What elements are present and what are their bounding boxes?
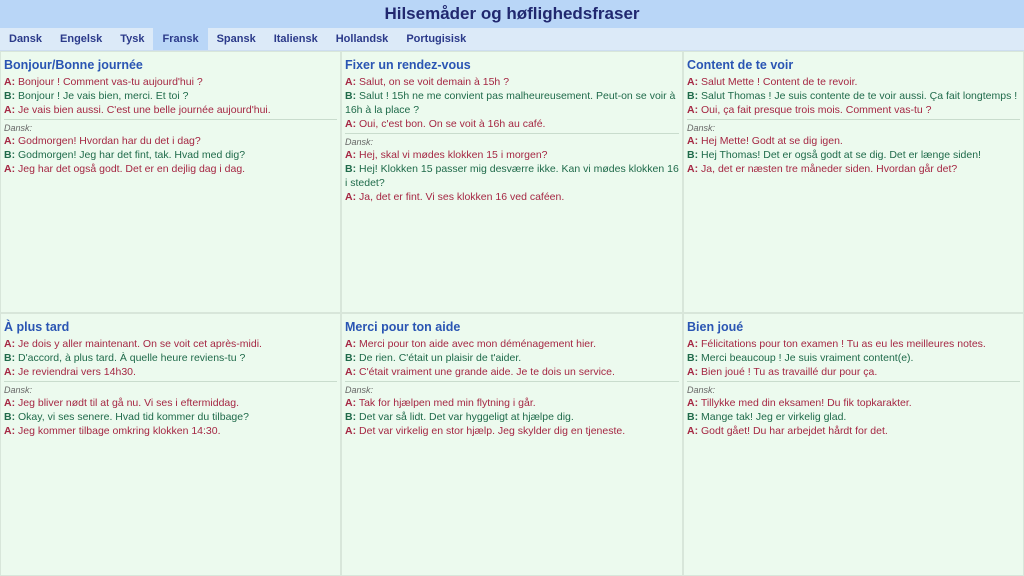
translation-line xyxy=(345,410,679,424)
card-title: Fixer un rendez-vous xyxy=(345,58,471,72)
dialogue-line xyxy=(345,117,679,131)
card-title: Content de te voir xyxy=(687,58,794,72)
dialogue-card xyxy=(683,313,1024,576)
speaker-label: B: xyxy=(4,149,16,161)
line-text: Je reviendrai vers 14h30. xyxy=(18,366,136,378)
dialogue-line xyxy=(687,89,1020,103)
line-text: De rien. C'était un plaisir de t'aider. xyxy=(359,352,522,364)
line-text: Salut Mette ! Content de te revoir. xyxy=(701,76,858,88)
line-text: Bien joué ! Tu as travaillé dur pour ça. xyxy=(701,366,878,378)
dialogue-line xyxy=(687,75,1020,89)
translation-line xyxy=(4,396,337,410)
line-text: Godmorgen! Hvordan har du det i dag? xyxy=(18,135,201,147)
translation-line xyxy=(345,162,679,190)
speaker-label: A: xyxy=(345,191,357,203)
translation-line xyxy=(687,410,1020,424)
tab-italiensk[interactable]: Italiensk xyxy=(273,33,318,45)
dialogue-card xyxy=(0,313,341,576)
translation-line xyxy=(687,424,1020,438)
speaker-label: A: xyxy=(345,118,357,130)
speaker-label: A: xyxy=(4,338,16,350)
line-text: Oui, c'est bon. On se voit à 16h au café. xyxy=(359,118,546,130)
line-text: Ja, det er næsten tre måneder siden. Hvordan går det? xyxy=(701,163,958,175)
dialogue-line xyxy=(4,351,337,365)
dialogue-card xyxy=(0,51,341,313)
line-text: Jeg bliver nødt til at gå nu. Vi ses i eftermiddag. xyxy=(18,397,240,409)
translation-line xyxy=(4,410,337,424)
dialogue-line xyxy=(4,89,337,103)
dialogue-line xyxy=(4,75,337,89)
translation-line xyxy=(687,148,1020,162)
line-text: Je vais bien aussi. C'est une belle journée aujourd'hui. xyxy=(18,104,271,116)
line-text: Salut ! 15h ne me convient pas malheureusement. Peut-on se voir à 16h à la place ? xyxy=(345,90,676,116)
speaker-label: A: xyxy=(345,397,357,409)
speaker-label: B: xyxy=(687,352,699,364)
translation-line xyxy=(4,148,337,162)
line-text: Hej Mette! Godt at se dig igen. xyxy=(701,135,843,147)
speaker-label: A: xyxy=(345,149,357,161)
tab-engelsk[interactable]: Engelsk xyxy=(60,33,103,45)
speaker-label: A: xyxy=(687,76,699,88)
line-text: Mange tak! Jeg er virkelig glad. xyxy=(701,411,847,423)
speaker-label: B: xyxy=(345,411,357,423)
divider xyxy=(4,381,337,382)
dialogue-line xyxy=(687,351,1020,365)
translation-line xyxy=(4,134,337,148)
speaker-label: A: xyxy=(4,104,16,116)
dialogue-line xyxy=(345,75,679,89)
speaker-label: B: xyxy=(4,352,16,364)
tab-portugisisk[interactable]: Portugisisk xyxy=(406,33,467,45)
line-text: Godt gået! Du har arbejdet hårdt for det. xyxy=(701,425,888,437)
speaker-label: B: xyxy=(687,149,699,161)
speaker-label: A: xyxy=(687,104,699,116)
dialogue-line xyxy=(345,351,679,365)
card-title: Bonjour/Bonne journée xyxy=(4,58,143,72)
speaker-label: A: xyxy=(345,425,357,437)
divider xyxy=(687,381,1020,382)
line-text: Godmorgen! Jeg har det fint, tak. Hvad med dig? xyxy=(18,149,246,161)
speaker-label: B: xyxy=(345,163,357,175)
speaker-label: A: xyxy=(4,425,16,437)
divider xyxy=(345,133,679,134)
translation-line xyxy=(4,162,337,176)
line-text: Jeg kommer tilbage omkring klokken 14:30. xyxy=(18,425,221,437)
divider xyxy=(4,119,337,120)
line-text: Je dois y aller maintenant. On se voit cet après-midi. xyxy=(18,338,262,350)
line-text: Merci beaucoup ! Je suis vraiment content(e). xyxy=(701,352,914,364)
dialogue-card xyxy=(341,313,683,576)
dialogue-line xyxy=(4,103,337,117)
speaker-label: A: xyxy=(4,163,16,175)
tab-dansk[interactable]: Dansk xyxy=(9,33,43,45)
line-text: Bonjour ! Comment vas-tu aujourd'hui ? xyxy=(18,76,203,88)
line-text: Tak for hjælpen med min flytning i går. xyxy=(358,397,536,409)
speaker-label: B: xyxy=(687,411,699,423)
translation-label: Dansk: xyxy=(345,137,374,147)
translation-line xyxy=(687,162,1020,176)
tab-tysk[interactable]: Tysk xyxy=(120,33,145,45)
translation-label: Dansk: xyxy=(4,385,33,395)
tab-spansk[interactable]: Spansk xyxy=(216,33,256,45)
line-text: Salut, on se voit demain à 15h ? xyxy=(359,76,510,88)
line-text: Det var virkelig en stor hjælp. Jeg skylder dig en tjeneste. xyxy=(359,425,626,437)
app-title: Hilsemåder og høflighedsfraser xyxy=(0,0,1024,28)
dialogue-line xyxy=(345,337,679,351)
translation-line xyxy=(687,134,1020,148)
line-text: Félicitations pour ton examen ! Tu as eu les meilleures notes. xyxy=(701,338,986,350)
speaker-label: A: xyxy=(687,366,699,378)
speaker-label: A: xyxy=(687,135,699,147)
dialogue-line xyxy=(687,103,1020,117)
dialogue-line xyxy=(687,365,1020,379)
translation-line xyxy=(345,148,679,162)
line-text: Ja, det er fint. Vi ses klokken 16 ved caféen. xyxy=(359,191,565,203)
speaker-label: B: xyxy=(4,411,16,423)
card-title: Bien joué xyxy=(687,320,744,334)
speaker-label: B: xyxy=(345,352,357,364)
line-text: C'était vraiment une grande aide. Je te dois un service. xyxy=(359,366,615,378)
divider xyxy=(345,381,679,382)
speaker-label: A: xyxy=(345,76,357,88)
language-tabs xyxy=(0,28,1024,51)
dialogue-line xyxy=(4,337,337,351)
line-text: Merci pour ton aide avec mon déménagement hier. xyxy=(359,338,596,350)
speaker-label: A: xyxy=(4,366,16,378)
speaker-label: A: xyxy=(345,338,357,350)
speaker-label: B: xyxy=(687,90,699,102)
tab-hollandsk[interactable]: Hollandsk xyxy=(335,33,389,45)
translation-line xyxy=(4,424,337,438)
speaker-label: A: xyxy=(4,397,16,409)
divider xyxy=(687,119,1020,120)
dialogue-grid xyxy=(0,51,1024,576)
line-text: Oui, ça fait presque trois mois. Comment vas-tu ? xyxy=(701,104,932,116)
speaker-label: A: xyxy=(4,135,16,147)
translation-line xyxy=(687,396,1020,410)
translation-line xyxy=(345,190,679,204)
speaker-label: A: xyxy=(345,366,357,378)
speaker-label: A: xyxy=(687,425,699,437)
card-title: À plus tard xyxy=(4,320,70,334)
tab-fransk[interactable]: Fransk xyxy=(153,28,207,50)
line-text: Bonjour ! Je vais bien, merci. Et toi ? xyxy=(18,90,189,102)
line-text: Hej, skal vi mødes klokken 15 i morgen? xyxy=(359,149,548,161)
speaker-label: B: xyxy=(345,90,357,102)
dialogue-card xyxy=(341,51,683,313)
translation-label: Dansk: xyxy=(687,123,716,133)
dialogue-line xyxy=(687,337,1020,351)
speaker-label: A: xyxy=(687,163,699,175)
line-text: Det var så lidt. Det var hyggeligt at hjælpe dig. xyxy=(359,411,574,423)
dialogue-card xyxy=(683,51,1024,313)
line-text: Hej Thomas! Det er også godt at se dig. Det er længe siden! xyxy=(701,149,981,161)
translation-line xyxy=(345,424,679,438)
speaker-label: B: xyxy=(4,90,16,102)
translation-label: Dansk: xyxy=(4,123,33,133)
line-text: Hej! Klokken 15 passer mig desværre ikke. Kan vi mødes klokken 16 i stedet? xyxy=(345,163,679,189)
speaker-label: A: xyxy=(687,338,699,350)
translation-line xyxy=(345,396,679,410)
translation-label: Dansk: xyxy=(345,385,374,395)
line-text: Jeg har det også godt. Det er en dejlig dag i dag. xyxy=(18,163,246,175)
line-text: D'accord, à plus tard. À quelle heure reviens-tu ? xyxy=(18,352,246,364)
dialogue-line xyxy=(345,365,679,379)
translation-label: Dansk: xyxy=(687,385,716,395)
line-text: Tillykke med din eksamen! Du fik topkarakter. xyxy=(700,397,912,409)
card-title: Merci pour ton aide xyxy=(345,320,461,334)
dialogue-line xyxy=(4,365,337,379)
line-text: Okay, vi ses senere. Hvad tid kommer du tilbage? xyxy=(18,411,249,423)
speaker-label: A: xyxy=(687,397,699,409)
speaker-label: A: xyxy=(4,76,16,88)
dialogue-line xyxy=(345,89,679,117)
line-text: Salut Thomas ! Je suis contente de te voir aussi. Ça fait longtemps ! xyxy=(701,90,1018,102)
